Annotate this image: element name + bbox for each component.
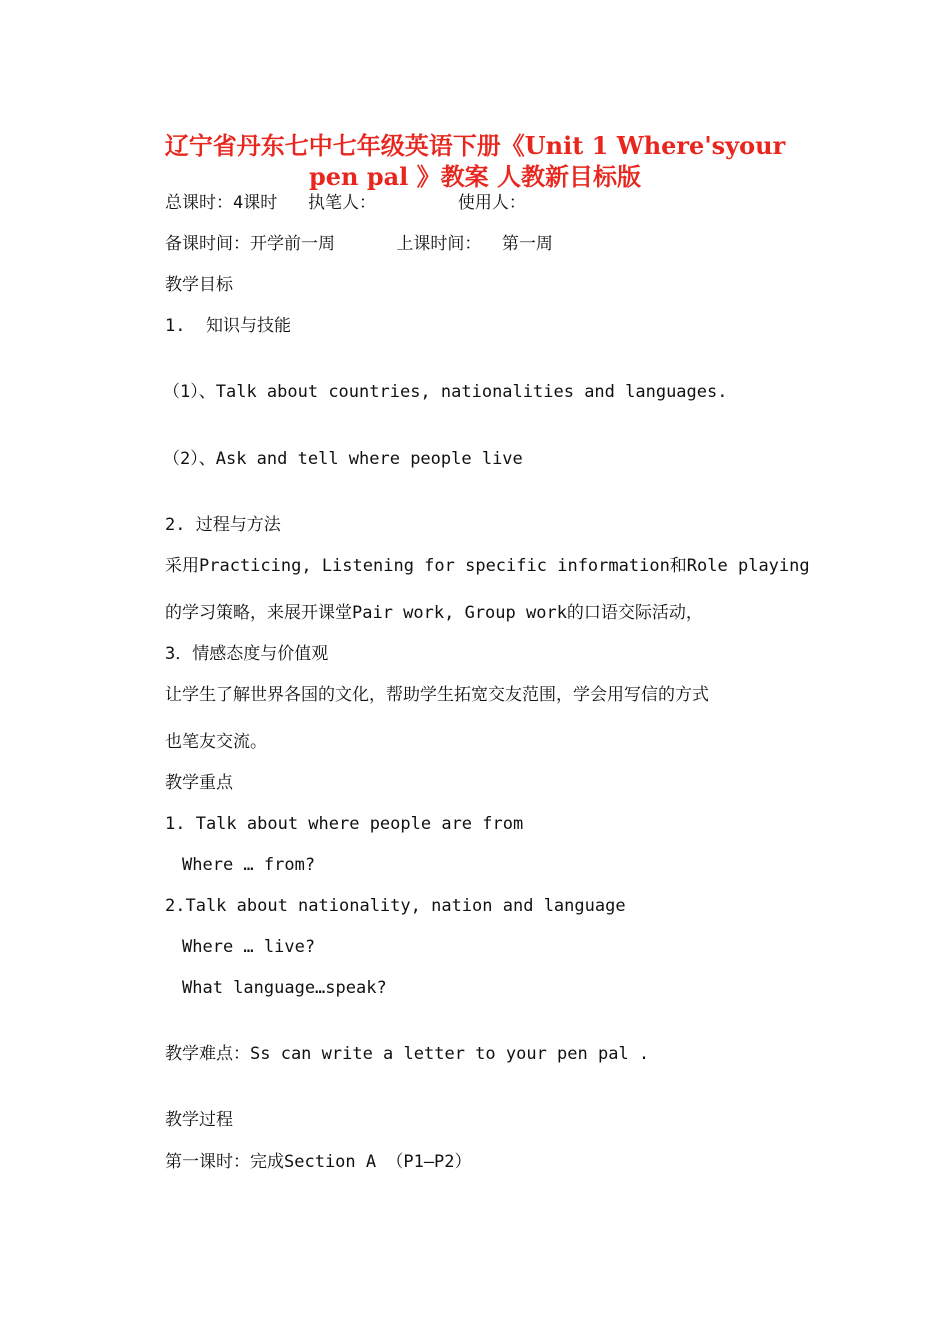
- objective-2-text-line-2: 的学习策略，来展开课堂Pair work, Group work的口语交际活动，: [165, 603, 703, 623]
- title-line-1: 辽宁省丹东七中七年级英语下册《Unit 1 Where'syour: [164, 131, 786, 160]
- key-point-2: 2.Talk about nationality, nation and language: [165, 896, 626, 916]
- meta-line-2: 备课时间：开学前一周 上课时间： 第一周: [165, 234, 553, 254]
- process-heading: 教学过程: [165, 1110, 233, 1130]
- objective-2-text-line-1: 采用Practicing, Listening for specific information和Role playing: [165, 556, 810, 576]
- meta-line-1: 总课时：4课时 执笔人： 使用人：: [165, 193, 526, 213]
- document-title: [120, 130, 830, 192]
- lesson-1-line: 第一课时：完成Section A （P1—P2）: [165, 1152, 472, 1172]
- key-points-heading: 教学重点: [165, 773, 233, 793]
- objective-3-text-line-1: 让学生了解世界各国的文化，帮助学生拓宽交友范围，学会用写信的方式: [165, 685, 709, 705]
- key-point-2-example-1: Where … live?: [182, 937, 316, 957]
- objective-1-item-1: （1）、Talk about countries, nationalities and languages.: [163, 382, 728, 402]
- objective-3-text-line-2: 也笔友交流。: [165, 732, 267, 752]
- objective-1-item-2: （2）、Ask and tell where people live: [163, 449, 523, 469]
- teaching-difficulty: 教学难点：Ss can write a letter to your pen pal .: [165, 1044, 650, 1064]
- objectives-heading: 教学目标: [165, 275, 233, 295]
- objective-2-heading: 2. 过程与方法: [165, 515, 281, 535]
- key-point-1-example: Where … from?: [182, 855, 316, 875]
- title-line-2: pen pal 》教案 人教新目标版: [308, 162, 641, 191]
- objective-1-heading: 1. 知识与技能: [165, 316, 291, 336]
- key-point-1: 1. Talk about where people are from: [165, 814, 524, 834]
- objective-3-heading: 3．情感态度与价值观: [165, 644, 329, 664]
- key-point-2-example-2: What language…speak?: [182, 978, 387, 998]
